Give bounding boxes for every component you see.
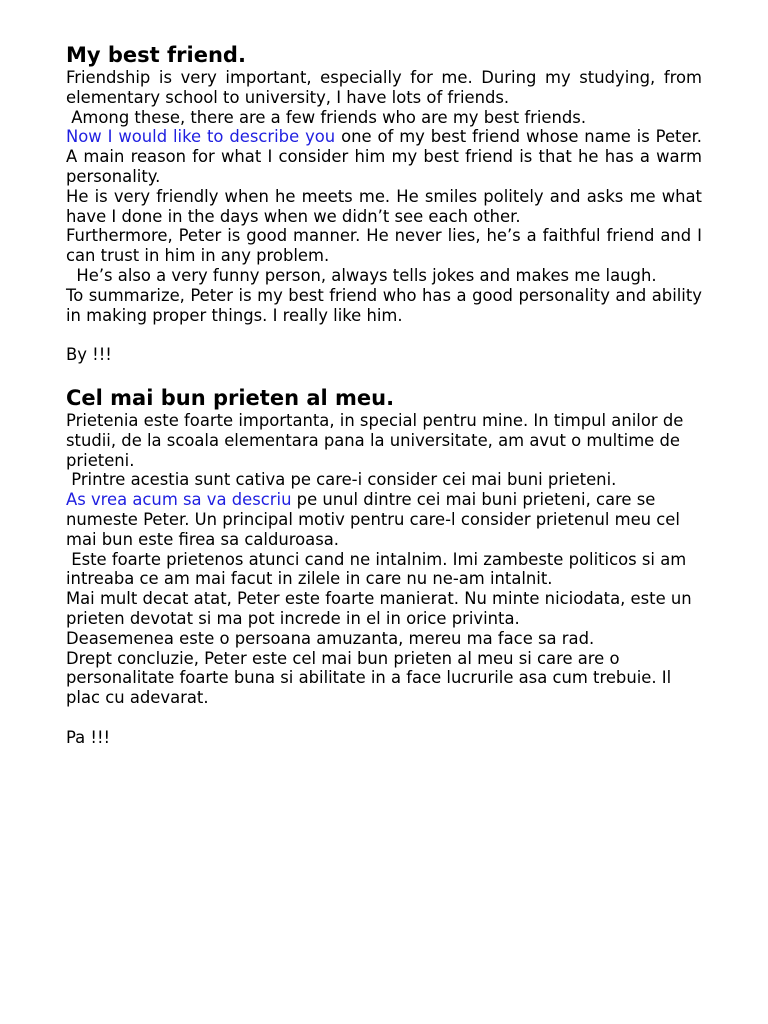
romanian-paragraph-4: Este foarte prietenos atunci cand ne intalnim. Imi zambeste politicos si am intreaba ce am mai facut in zilele in care nu ne-am intalnit.: [66, 549, 692, 589]
english-section: [66, 42, 702, 365]
english-paragraph-3: [66, 127, 702, 186]
document-page: [66, 42, 702, 748]
english-paragraph-6: He’s also a very funny person, always tells jokes and makes me laugh.: [66, 265, 657, 285]
romanian-title: Cel mai bun prieten al meu.: [66, 385, 395, 410]
romanian-paragraph-6: Deasemenea este o persoana amuzanta, mereu ma face sa rad.: [66, 628, 595, 648]
english-paragraph-5: Furthermore, Peter is good manner. He never lies, he’s a faithful friend and I can trust in him in any problem.: [66, 226, 702, 266]
romanian-paragraph-3-rest: pe unul dintre cei mai buni prieteni, care se numeste Peter. Un principal motiv pentru care-l consider prietenul meu cel mai bun este firea sa calduroasa.: [66, 490, 680, 549]
romanian-paragraph-7: Drept concluzie, Peter este cel mai bun prieten al meu si care are o personalitate foarte buna si abilitate in a face lucrurile asa cum trebuie. Il plac cu adevarat.: [66, 648, 672, 708]
english-paragraph-7: To summarize, Peter is my best friend who has a good personality and ability in making proper things. I really like him.: [66, 285, 702, 325]
romanian-paragraph-2: Printre acestia sunt cativa pe care-i consider cei mai buni prieteni.: [66, 470, 617, 490]
english-paragraph-3-rest: one of my best friend whose name is Peter. A main reason for what I consider him my best friend is that he has a warm personality.: [66, 127, 703, 186]
romanian-paragraph-1: Prietenia este foarte importanta, in special pentru mine. In timpul anilor de studii, de la scoala elementara pana la universitate, am avut o multime de prieteni.: [66, 410, 684, 470]
english-signoff: By !!!: [66, 345, 112, 365]
english-title: My best friend.: [66, 43, 246, 67]
romanian-section: [66, 385, 702, 748]
romanian-highlight-text: As vrea acum sa va descriu: [66, 490, 292, 510]
english-highlight-text: Now I would like to describe you: [66, 127, 336, 147]
english-paragraph-1: Friendship is very important, especially for me. During my studying, from elementary school to university, I have lots of friends.: [66, 68, 702, 107]
romanian-paragraph-3: [66, 490, 702, 549]
romanian-paragraph-5: Mai mult decat atat, Peter este foarte manierat. Nu minte niciodata, este un prieten devotat si ma pot increde in el in orice privinta.: [66, 589, 692, 628]
english-paragraph-4: He is very friendly when he meets me. He smiles politely and asks me what have I done in the days when we didn’t see each other.: [66, 186, 702, 226]
romanian-signoff: Pa !!!: [66, 727, 111, 747]
english-paragraph-2: Among these, there are a few friends who are my best friends.: [66, 107, 587, 127]
